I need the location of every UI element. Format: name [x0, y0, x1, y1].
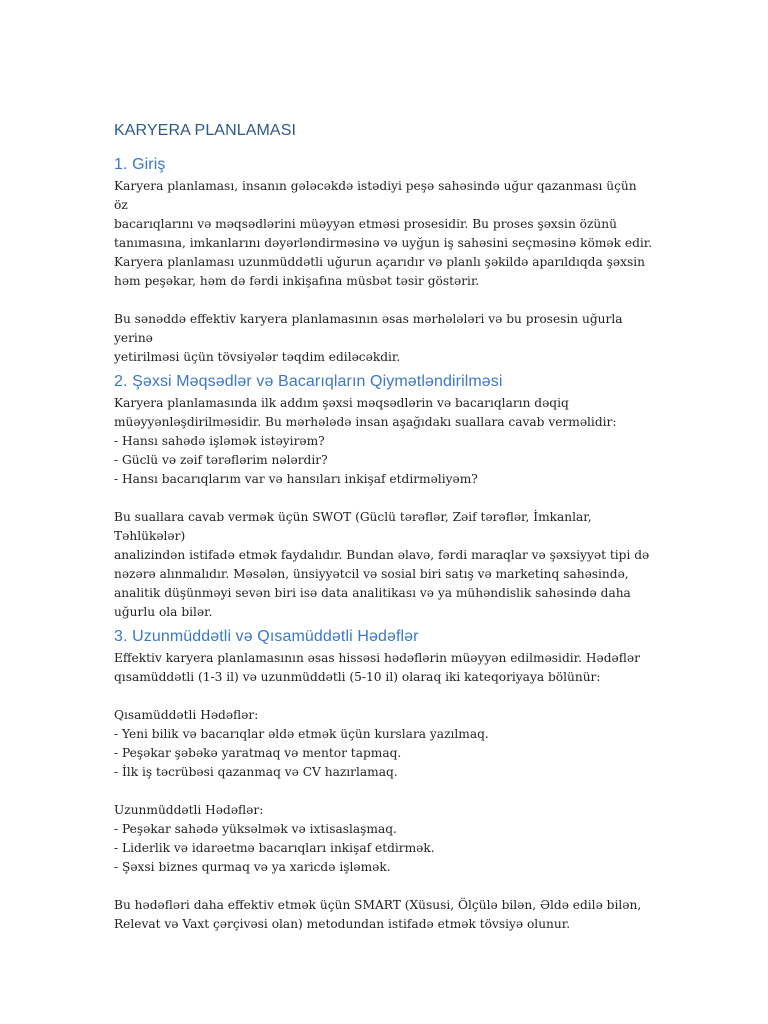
paragraph: Bu suallara cavab vermək üçün SWOT (Güclü tərəflər, Zəif tərəflər, İmkanlar, Təhlükələr) analizindən istifadə etmək faydalıdır. Bundan əlavə, fərdi maraqlar və şəxsiyyət tipi də nəzərə alınmalıdır. Məsələn, ünsiyyətcil və sosial biri satış və marketinq sahəsində, analitik düşünməyi sevən biri isə data analitikası və ya mühəndislik sahəsində daha uğurlu ola bilər. [114, 510, 650, 619]
document-title: KARYERA PLANLAMASI [114, 122, 297, 139]
paragraph-spacer [114, 291, 654, 310]
paragraph: Effektiv karyera planlamasının əsas hissəsi hədəflərin müəyyən edilməsidir. Hədəflər qısamüddətli (1-3 il) və uzunmüddətli (5-10 il) olaraq iki kateqoriyaya bölünür: [114, 651, 640, 684]
long-term-goals-list: Uzunmüddətli Hədəflər: - Peşəkar sahədə yüksəlmək və ixtisaslaşmaq. - Liderlik və idarəetmə bacarıqları inkişaf etdirmək. - Şəxsi biznes qurmaq və ya xaricdə işləmək. [114, 803, 435, 874]
paragraph-spacer [114, 687, 654, 706]
section-heading-long-short-goals: 3. Uzunmüddətli və Qısamüddətli Hədəflər [114, 628, 419, 645]
paragraph: Karyera planlamasında ilk addım şəxsi məqsədlərin və bacarıqların dəqiq müəyyənləşdirilməsidir. Bu mərhələdə insan aşağıdakı suallara cavab verməlidir: - Hansı sahədə işləmək istəyirəm? - Güclü və zəif tərəflərim nələrdir? - Hansı bacarıqlarım var və hansıları inkişaf etdirməliyəm? [114, 396, 617, 486]
paragraph-spacer [114, 877, 654, 896]
paragraph: Bu sənəddə effektiv karyera planlamasının əsas mərhələləri və bu prosesin uğurla yerinə yetirilməsi üçün tövsiyələr təqdim ediləcəkdir. [114, 312, 623, 364]
section-heading-introduction: 1. Giriş [114, 156, 166, 173]
paragraph: Karyera planlaması, insanın gələcəkdə istədiyi peşə sahəsində uğur qazanması üçün öz bacarıqlarını və məqsədlərini müəyyən etməsi prosesidir. Bu proses şəxsin özünü tanımasına, imkanlarını dəyərləndirməsinə və uyğun iş sahəsini seçməsinə kömək edir. Karyera planlaması uzunmüddətli uğurun açarıdır və planlı şəkildə aparıldıqda şəxsin həm peşəkar, həm də fərdi inkişafına müsbət təsir göstərir. [114, 179, 653, 288]
paragraph-spacer [114, 782, 654, 801]
paragraph-spacer [114, 489, 654, 508]
short-term-goals-list: Qısamüddətli Hədəflər: - Yeni bilik və bacarıqlar əldə etmək üçün kurslara yazılmaq. - Peşəkar şəbəkə yaratmaq və mentor tapmaq. - İlk iş təcrübəsi qazanmaq və CV hazırlamaq. [114, 708, 489, 779]
document-page [114, 122, 654, 934]
section-heading-goals-skills: 2. Şəxsi Məqsədlər və Bacarıqların Qiymətləndirilməsi [114, 373, 503, 390]
paragraph: Bu hədəfləri daha effektiv etmək üçün SMART (Xüsusi, Ölçülə bilən, Əldə edilə bilən, Relevat və Vaxt çərçivəsi olan) metodundan istifadə etmək tövsiyə olunur. [114, 898, 642, 931]
